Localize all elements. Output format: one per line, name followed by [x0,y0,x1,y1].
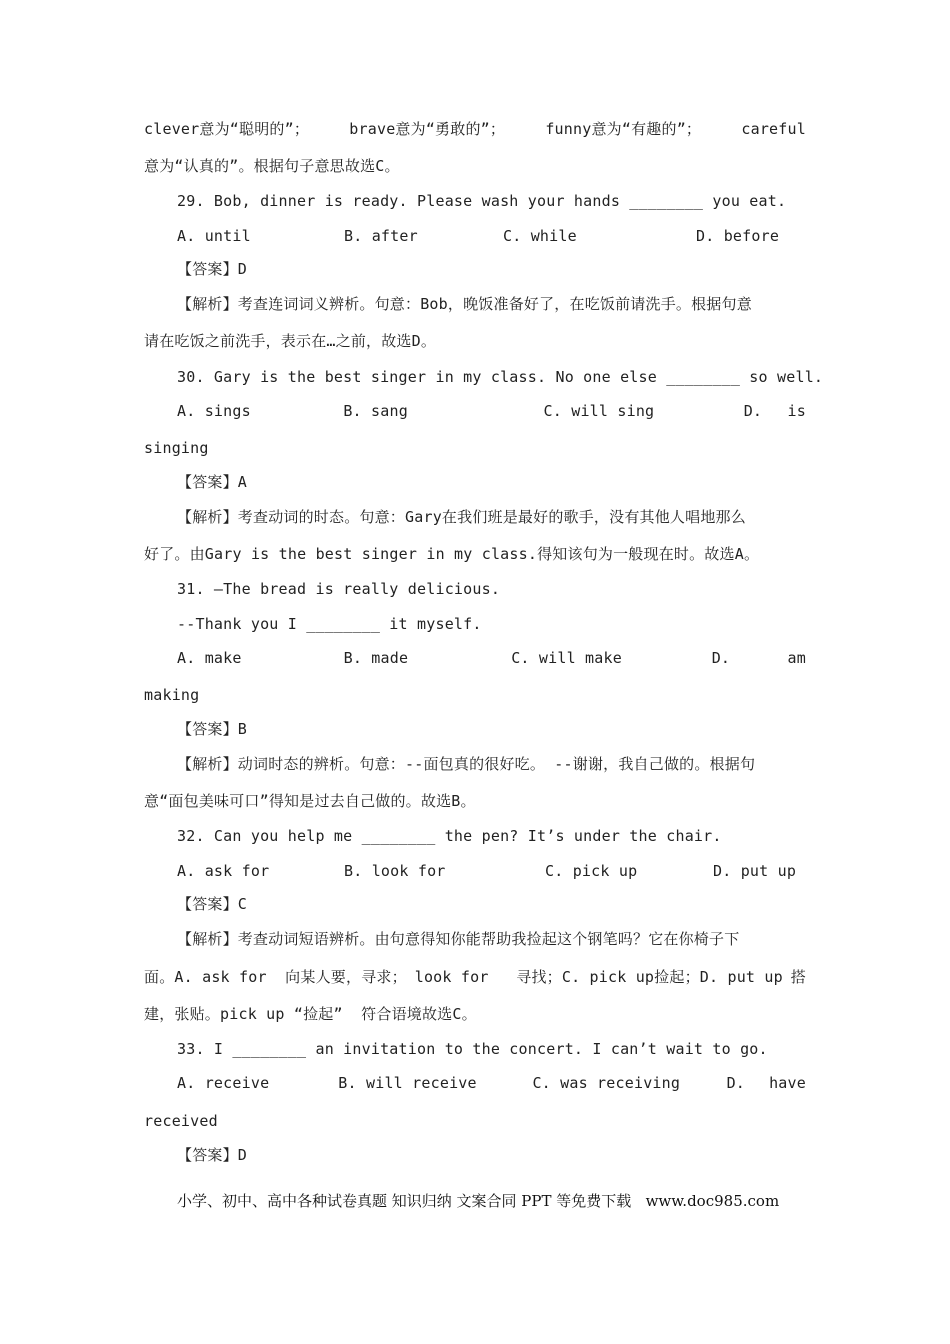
text-segment: 搭 [790,968,806,986]
text-segment: look for 寻找；C. pick up捡起；D. put up [414,968,783,986]
question-32-explanation-line2 [144,966,806,988]
question-30-options [177,400,806,422]
question-29-explanation-line2: 请在吃饭之前洗手，表示在…之前，故选D。 [144,332,437,350]
option-a: A. ask for [177,862,270,880]
question-31-option-wrap: making [144,686,200,704]
question-32-stem: 32. Can you help me ________ the pen? It’s under the chair. [177,827,722,845]
question-32-explanation-line1: 【解析】考查动词短语辨析。由句意得知你能帮助我捡起这个钢笔吗？它在你椅子下 [177,930,740,948]
question-30-answer: 【答案】A [177,473,248,491]
option-c: C. pick up [545,862,638,880]
option-a: A. until [177,227,251,245]
option-d-text: is [787,402,806,420]
question-31-stem-line1: 31. –The bread is really delicious. [177,580,501,598]
text-segment: brave意为“勇敢的”； [349,120,506,138]
question-31-stem-line2: --Thank you I ________ it myself. [177,615,482,633]
question-30-stem: 30. Gary is the best singer in my class. No one else ________ so well. [177,368,824,386]
text-segment: careful [741,120,806,138]
question-33-answer: 【答案】D [177,1146,248,1164]
option-d: D. put up [713,862,797,880]
question-33-stem: 33. I ________ an invitation to the concert. I can’t wait to go. [177,1040,768,1058]
question-30-option-wrap: singing [144,439,209,457]
option-a: A. receive [177,1074,270,1092]
question-30-explanation-line1: 【解析】考查动词的时态。句意：Gary在我们班是最好的歌手，没有其他人唱地那么 [177,508,746,526]
option-a: A. sings [177,402,251,420]
option-d: D. before [696,227,780,245]
option-d: D. [711,649,731,667]
question-31-explanation-line1: 【解析】动词时态的辨析。句意：--面包真的很好吃。 --谢谢，我自己做的。根据句 [177,755,756,773]
option-c: C. will make [511,649,622,667]
option-b: B. sang [343,402,408,420]
option-d: D. [726,1074,746,1092]
option-c: C. was receiving [532,1074,681,1092]
prev-explanation-line2: 意为“认真的”。根据句子意思故选C。 [144,157,400,175]
question-31-answer: 【答案】B [177,720,248,738]
question-31-options [177,647,806,669]
text-segment: funny意为“有趣的”； [545,120,702,138]
question-33-options [177,1072,806,1094]
prev-explanation-line1 [144,118,806,140]
question-31-explanation-line2: 意“面包美味可口”得知是过去自己做的。故选B。 [144,792,476,810]
question-32-explanation-line3: 建，张贴。pick up “捡起” 符合语境故选C。 [144,1005,477,1023]
option-a: A. make [177,649,242,667]
option-b: B. look for [344,862,446,880]
question-29-answer: 【答案】D [177,260,248,278]
option-b: B. made [343,649,409,667]
option-c: C. while [503,227,577,245]
option-d-text: am [787,649,806,667]
question-33-option-wrap: received [144,1112,218,1130]
question-29-options [177,225,806,247]
text-segment: clever意为“聪明的”； [144,120,310,138]
question-30-explanation-line2: 好了。由Gary is the best singer in my class.得知该句为一般现在时。故选A。 [144,545,760,563]
page-footer: 小学、初中、高中各种试卷真题 知识归纳 文案合同 PPT 等免费下载 www.doc985.com [177,1192,780,1210]
question-29-stem: 29. Bob, dinner is ready. Please wash your hands ________ you eat. [177,192,787,210]
option-c: C. will sing [543,402,655,420]
question-29-explanation-line1: 【解析】考查连词词义辨析。句意：Bob，晚饭准备好了，在吃饭前请洗手。根据句意 [177,295,752,313]
option-d-text: have [769,1074,807,1092]
question-32-answer: 【答案】C [177,895,248,913]
option-b: B. after [344,227,418,245]
option-d: D. [743,402,763,420]
text-segment: 面。A. ask for 向某人要，寻求； [144,968,407,986]
option-b: B. will receive [338,1074,477,1092]
question-32-options [177,860,806,882]
